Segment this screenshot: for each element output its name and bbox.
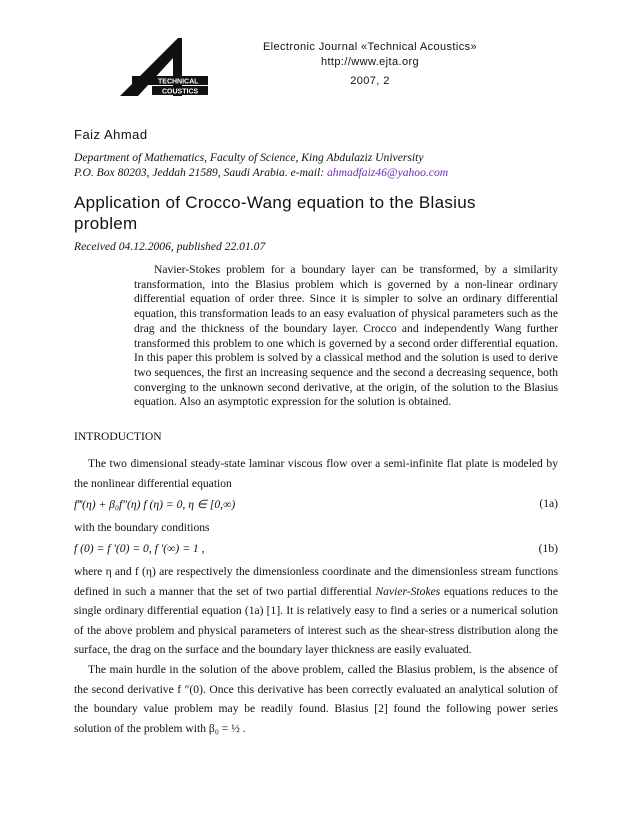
affiliation-line2 [74,166,448,179]
paragraph-1: The two dimensional steady-state laminar viscous flow over a semi-infinite flat plate is modeled by the nonlinear differential equation [74,457,558,490]
affiliation-line1: Department of Mathematics, Faculty of Science, King Abdulaziz University [74,151,424,164]
boundary-intro: with the boundary conditions [74,521,210,534]
journal-issue: 2007, 2 [350,75,390,87]
equation-1b [74,542,558,555]
author-name: Faiz Ahmad [74,127,148,142]
equation-expr: f‴(η) + β₀f″(η) f (η) = 0, η ∈ [0,∞) [74,498,236,511]
paragraph-3: The main hurdle in the solution of the above problem, called the Blasius problem, is the absence of the second derivative f ″(0). Once this derivative has been correctly evaluated an analytical solution of the boundary value problem may be readily found. Blasius [2] found the following power series solution of the problem with β₀ = ½ . [74,663,558,735]
equation-expr: f (0) = f ′(0) = 0, f ′(∞) = 1 , [74,542,205,555]
journal-name: Electronic Journal «Technical Acoustics» [262,41,478,53]
paper-title: Application of Crocco-Wang equation to the Blasius problem [74,193,476,233]
section-heading: INTRODUCTION [74,430,162,443]
journal-url[interactable]: http://www.ejta.org [320,56,420,68]
received-date: Received 04.12.2006, published 22.01.07 [74,240,266,253]
logo-text: TECHNICAL [158,78,199,86]
text: where η and f (η) are respectively the dimensionless coordinate and the dimensionless stream functions defined in such a manner that the set of two partial differential [74,565,558,598]
equation-label: (1a) [539,497,558,510]
text-italic: Navier-Stokes [375,584,441,598]
paragraph-2 [74,562,558,660]
equation-label: (1b) [538,542,558,555]
equation-1a [74,497,558,511]
address-text: P.O. Box 80203, Jeddah 21589, Saudi Arabia. e-mail: [74,166,327,179]
svg-text:COUSTICS: COUSTICS [162,88,199,96]
abstract: Navier-Stokes problem for a boundary layer can be transformed, by a similarity transformation, into the Blasius problem which is governed by a non-linear ordinary differential equation of order three. Since it is simpler to solve an ordinary differential equation, this transformation leads to an easy evaluation of physical parameters such as the drag and the thickness of the boundary layer. Crocco and independently Wang further transformed this problem to one which is governed by a second order differential equation. In this paper this problem is solved by a classical method and the solution is used to derive two sequences, the first an increasing sequence and the second a decreasing sequence, both converging to the unknown second derivative, at the origin, of the solution to the Blasius equation. Also an asymptotic expression for the solution is obtained. [134,263,558,409]
journal-logo [118,36,210,98]
text: equations reduces to the single ordinary differential equation (1a) [1]. It is relatively easy to find a series or a numerical solution of the above problem and physical parameters of interest such as the shear-stress distribution along the surface, the drag on the surface and the boundary layer thickness are easily evaluated. [74,584,558,657]
email-link[interactable]: ahmadfaiz46@yahoo.com [327,166,449,179]
